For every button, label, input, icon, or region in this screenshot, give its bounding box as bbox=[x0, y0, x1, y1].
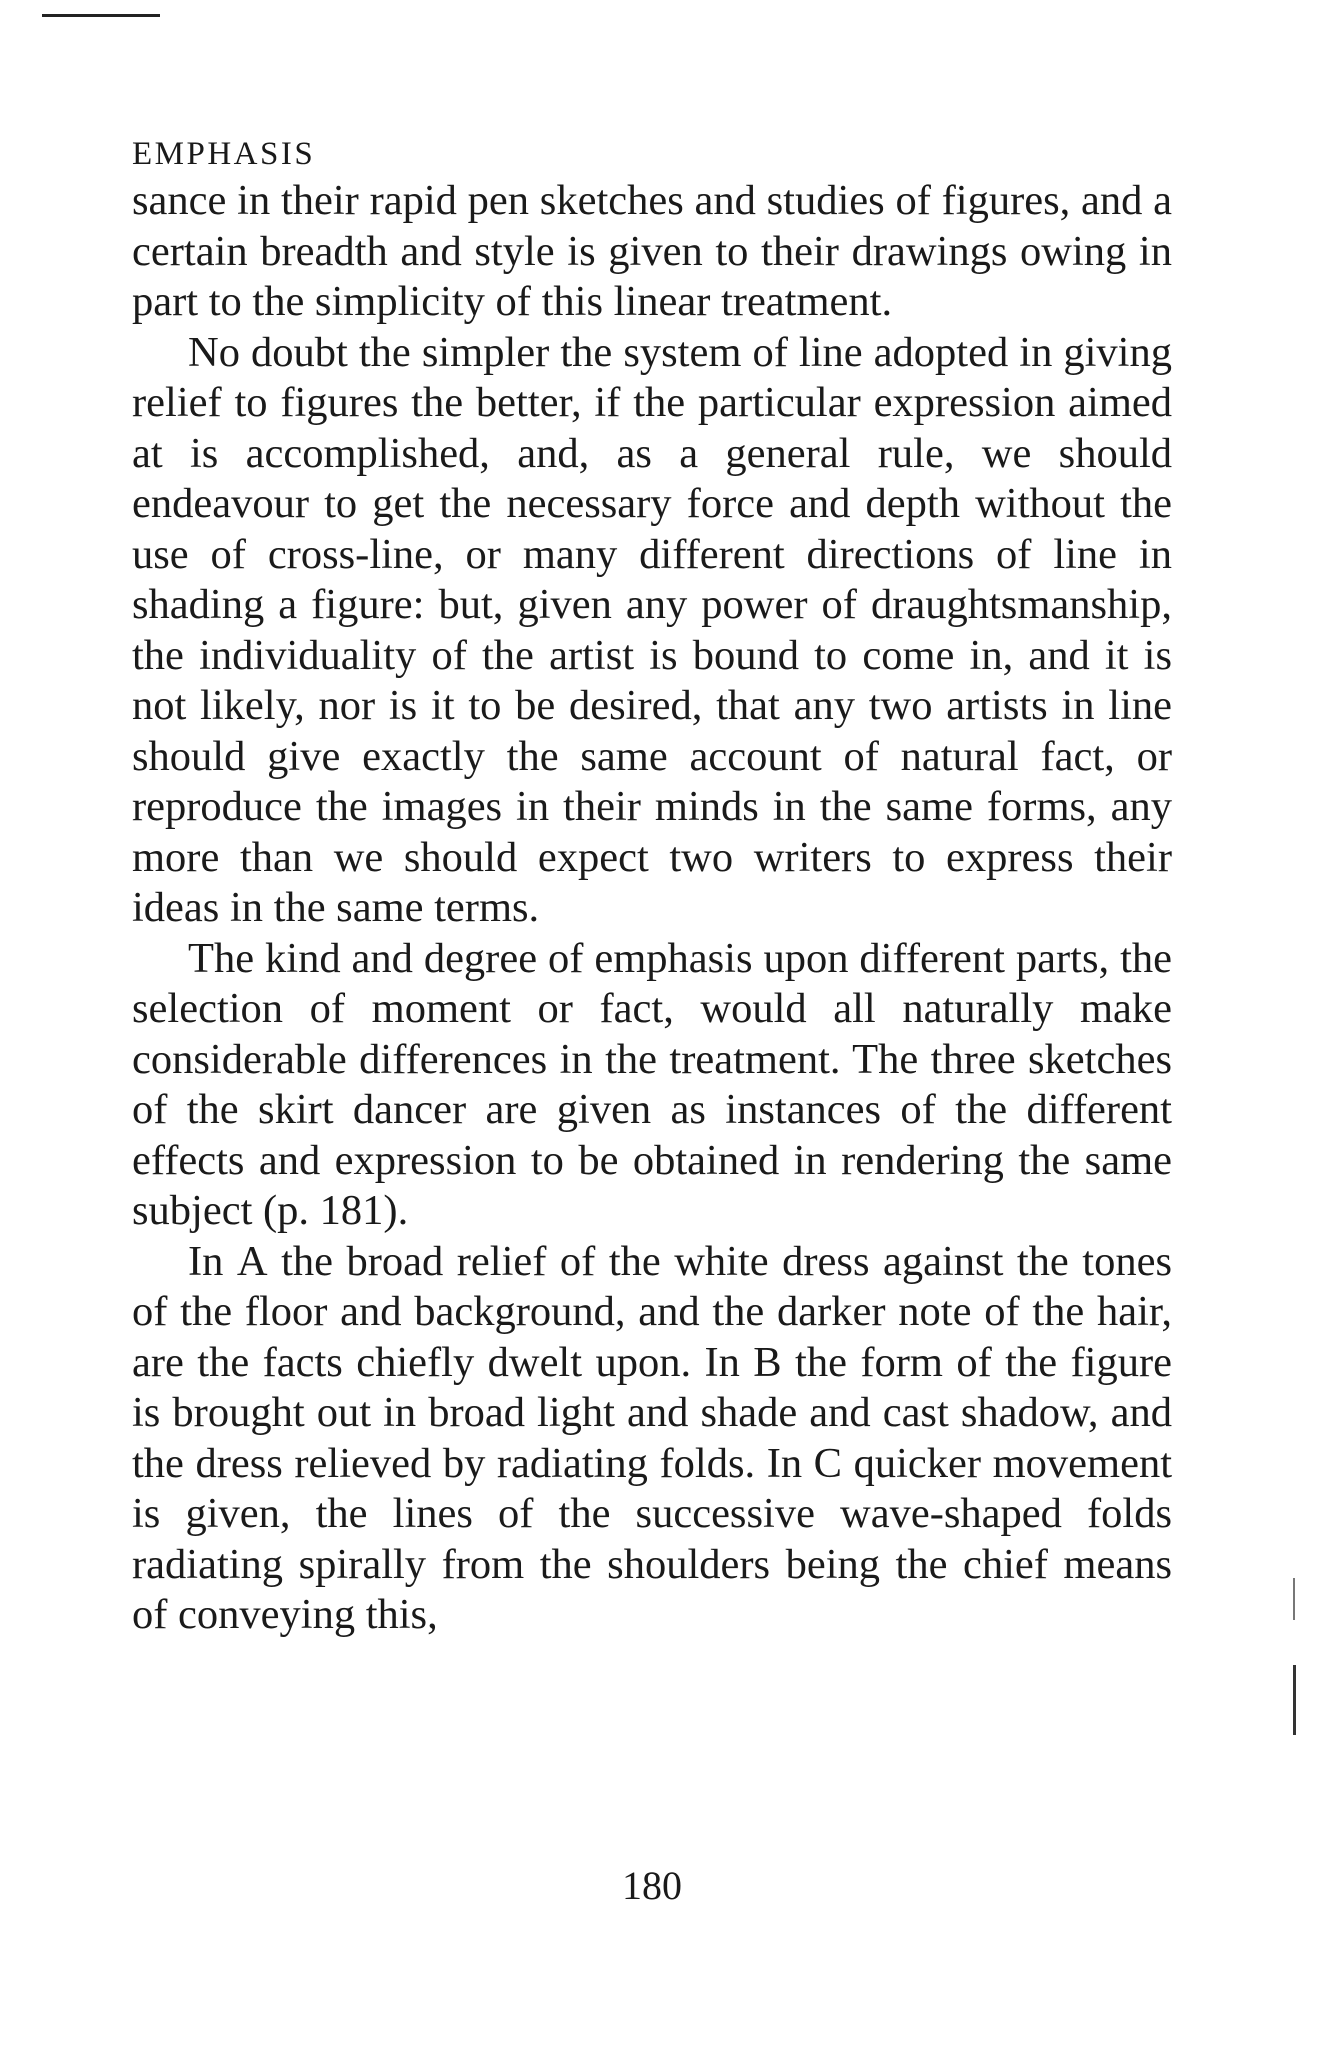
figure-letter-b: B bbox=[753, 1338, 782, 1386]
text-run: the form of the figure is brought out in broad light and shade and cast shadow, and the dress relieved by radiating folds. In bbox=[132, 1338, 1172, 1487]
book-page bbox=[132, 132, 1172, 1908]
scan-edge-mark bbox=[42, 14, 160, 17]
paragraph: No doubt the simpler the system of line adopted in giving relief to figures the better, if the particular expression aimed at is accomplished, and, as a general rule, we should endeavour to get the necessary force and depth without the use of cross-line, or many different directions of line in shading a figure: but, given any power of draughtsmanship, the individuality of the artist is bound to come in, and it is not likely, nor is it to be desired, that any two artists in line should give exactly the same account of natural fact, or reproduce the images in their minds in the same forms, any more than we should expect two writers to express their ideas in the same terms. bbox=[132, 328, 1172, 931]
running-head: EMPHASIS bbox=[132, 136, 316, 172]
text-run: the broad relief of the white dress against the tones of the floor and background, and the darker note of the hair, are the facts chiefly dwelt upon. In bbox=[132, 1237, 1172, 1386]
text-run: In bbox=[188, 1237, 237, 1285]
figure-letter-c: C bbox=[813, 1439, 843, 1487]
page-number: 180 bbox=[622, 1863, 682, 1908]
text-run: quicker movement is given, the lines of the successive wave-shaped folds radiating spirally from the shoulders being the chief means of conveying this, bbox=[132, 1439, 1172, 1638]
paragraph: The kind and degree of emphasis upon different parts, the selection of moment or fact, would all naturally make considerable differences in the treatment. The three sketches of the skirt dancer are given as instances of the different effects and expression to be obtained in rendering the same subject (p. 181). bbox=[132, 934, 1172, 1234]
paragraph bbox=[132, 1237, 1172, 1641]
scan-edge-mark bbox=[1293, 1578, 1295, 1620]
scan-edge-mark bbox=[1293, 1665, 1296, 1735]
paragraph: sance in their rapid pen sketches and studies of figures, and a certain breadth and style is given to their drawings owing in part to the simplicity of this linear treatment. bbox=[132, 177, 1172, 325]
figure-letter-a: A bbox=[236, 1237, 268, 1285]
